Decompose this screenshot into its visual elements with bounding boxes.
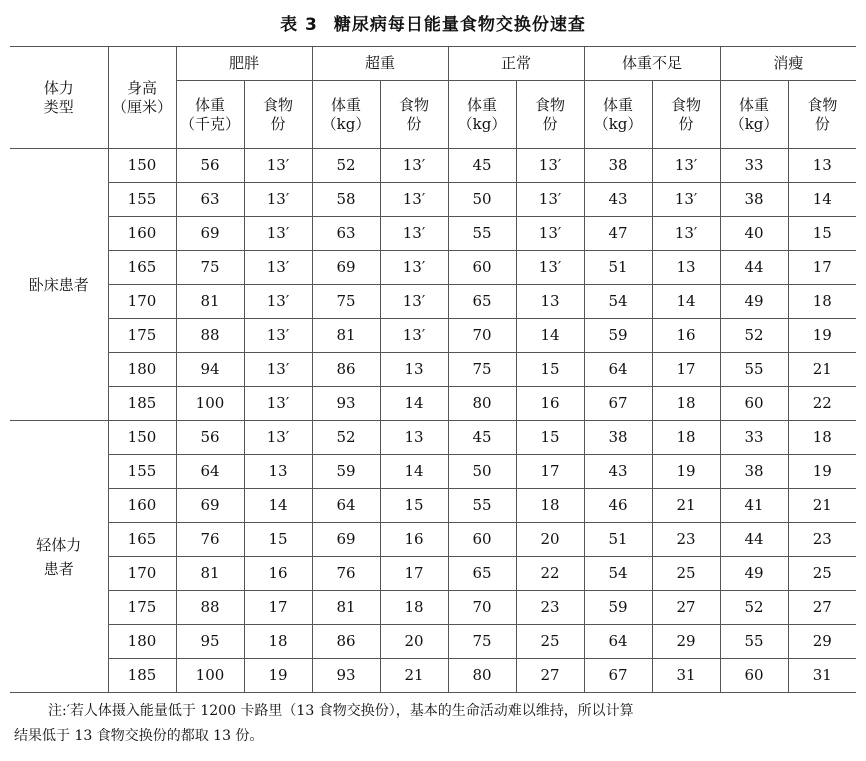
- servings-header: 食物 份: [380, 81, 448, 149]
- weight-cell: 43: [584, 455, 652, 489]
- servings-cell: 18: [652, 421, 720, 455]
- servings-cell: 22: [788, 387, 856, 421]
- table-row: [10, 285, 856, 319]
- servings-cell: 31: [788, 659, 856, 693]
- servings-cell: 15: [380, 489, 448, 523]
- weight-cell: 86: [312, 353, 380, 387]
- servings-cell: 17: [516, 455, 584, 489]
- weight-cell: 64: [312, 489, 380, 523]
- weight-cell: 81: [312, 319, 380, 353]
- table-row: [10, 625, 856, 659]
- servings-cell: 19: [788, 455, 856, 489]
- weight-cell: 50: [448, 455, 516, 489]
- servings-cell: 18: [788, 421, 856, 455]
- servings-header: 食物 份: [652, 81, 720, 149]
- weight-header: 体重 （kg）: [720, 81, 788, 149]
- servings-cell: 15: [788, 217, 856, 251]
- weight-cell: 75: [448, 625, 516, 659]
- weight-cell: 70: [448, 591, 516, 625]
- servings-cell: 13: [380, 421, 448, 455]
- weight-cell: 51: [584, 251, 652, 285]
- weight-cell: 75: [312, 285, 380, 319]
- weight-cell: 49: [720, 285, 788, 319]
- servings-cell: 13′: [244, 251, 312, 285]
- servings-cell: 20: [516, 523, 584, 557]
- servings-cell: 19: [788, 319, 856, 353]
- weight-cell: 100: [176, 387, 244, 421]
- weight-cell: 95: [176, 625, 244, 659]
- servings-cell: 13′: [380, 217, 448, 251]
- servings-cell: 21: [788, 353, 856, 387]
- weight-cell: 55: [448, 489, 516, 523]
- height-cell: 150: [108, 421, 176, 455]
- servings-cell: 14: [516, 319, 584, 353]
- weight-cell: 65: [448, 557, 516, 591]
- servings-cell: 13′: [244, 285, 312, 319]
- weight-cell: 76: [176, 523, 244, 557]
- weight-cell: 59: [584, 591, 652, 625]
- weight-cell: 80: [448, 387, 516, 421]
- table-row: [10, 387, 856, 421]
- servings-cell: 14: [380, 455, 448, 489]
- weight-cell: 38: [584, 421, 652, 455]
- servings-cell: 23: [788, 523, 856, 557]
- activity-type-cell: 轻体力 患者: [10, 421, 108, 693]
- servings-cell: 17: [788, 251, 856, 285]
- height-cell: 185: [108, 387, 176, 421]
- height-cell: 185: [108, 659, 176, 693]
- weight-header: 体重 （kg）: [448, 81, 516, 149]
- weight-cell: 67: [584, 387, 652, 421]
- weight-cell: 38: [584, 149, 652, 183]
- weight-cell: 80: [448, 659, 516, 693]
- servings-cell: 13: [244, 455, 312, 489]
- weight-cell: 58: [312, 183, 380, 217]
- servings-cell: 17: [380, 557, 448, 591]
- weight-cell: 45: [448, 149, 516, 183]
- table-row: [10, 353, 856, 387]
- servings-cell: 17: [652, 353, 720, 387]
- servings-cell: 13: [516, 285, 584, 319]
- weight-cell: 52: [720, 591, 788, 625]
- weight-cell: 55: [448, 217, 516, 251]
- servings-cell: 16: [244, 557, 312, 591]
- table-row: [10, 319, 856, 353]
- servings-cell: 29: [788, 625, 856, 659]
- servings-header: 食物 份: [788, 81, 856, 149]
- servings-cell: 13: [652, 251, 720, 285]
- servings-cell: 15: [516, 353, 584, 387]
- weight-cell: 75: [448, 353, 516, 387]
- table-title-text: 糖尿病每日能量食物交换份速查: [333, 15, 586, 35]
- servings-cell: 29: [652, 625, 720, 659]
- table-row: [10, 183, 856, 217]
- weight-cell: 49: [720, 557, 788, 591]
- servings-cell: 15: [244, 523, 312, 557]
- servings-cell: 17: [244, 591, 312, 625]
- table-row: [10, 659, 856, 693]
- table-row: [10, 455, 856, 489]
- weight-cell: 46: [584, 489, 652, 523]
- servings-cell: 13′: [652, 217, 720, 251]
- weight-cell: 47: [584, 217, 652, 251]
- servings-cell: 21: [788, 489, 856, 523]
- servings-cell: 21: [652, 489, 720, 523]
- weight-cell: 67: [584, 659, 652, 693]
- servings-cell: 19: [652, 455, 720, 489]
- weight-cell: 81: [176, 285, 244, 319]
- servings-cell: 25: [652, 557, 720, 591]
- servings-cell: 18: [380, 591, 448, 625]
- footnote-line-1: 注:′若人体摄入能量低于 1200 卡路里（13 食物交换份），基本的生命活动难以维持，所以计算: [48, 703, 634, 719]
- weight-cell: 55: [720, 353, 788, 387]
- height-cell: 155: [108, 183, 176, 217]
- servings-cell: 13′: [652, 149, 720, 183]
- servings-cell: 18: [652, 387, 720, 421]
- height-cell: 165: [108, 523, 176, 557]
- servings-cell: 21: [380, 659, 448, 693]
- servings-cell: 27: [652, 591, 720, 625]
- weight-header: 体重 （kg）: [584, 81, 652, 149]
- servings-cell: 20: [380, 625, 448, 659]
- table-row: [10, 421, 856, 455]
- table-row: [10, 523, 856, 557]
- header-row-1: [10, 47, 856, 81]
- weight-cell: 44: [720, 251, 788, 285]
- servings-cell: 16: [652, 319, 720, 353]
- weight-cell: 40: [720, 217, 788, 251]
- weight-cell: 60: [448, 251, 516, 285]
- weight-cell: 70: [448, 319, 516, 353]
- servings-cell: 13′: [380, 319, 448, 353]
- height-cell: 170: [108, 557, 176, 591]
- weight-cell: 59: [312, 455, 380, 489]
- group-header-emaciated: 消瘦: [720, 47, 856, 81]
- weight-cell: 59: [584, 319, 652, 353]
- weight-cell: 64: [176, 455, 244, 489]
- servings-cell: 13: [788, 149, 856, 183]
- weight-cell: 55: [720, 625, 788, 659]
- weight-cell: 81: [176, 557, 244, 591]
- table-row: [10, 251, 856, 285]
- height-cell: 155: [108, 455, 176, 489]
- table-row: [10, 217, 856, 251]
- servings-cell: 27: [788, 591, 856, 625]
- weight-cell: 33: [720, 421, 788, 455]
- weight-cell: 41: [720, 489, 788, 523]
- weight-cell: 52: [720, 319, 788, 353]
- weight-cell: 60: [720, 659, 788, 693]
- weight-cell: 38: [720, 455, 788, 489]
- weight-header: 体重 （kg）: [312, 81, 380, 149]
- servings-cell: 13: [380, 353, 448, 387]
- servings-cell: 13′: [244, 149, 312, 183]
- servings-cell: 13′: [516, 149, 584, 183]
- weight-cell: 60: [448, 523, 516, 557]
- exchange-table: [10, 46, 856, 693]
- servings-cell: 16: [516, 387, 584, 421]
- weight-cell: 60: [720, 387, 788, 421]
- weight-cell: 54: [584, 557, 652, 591]
- servings-cell: 14: [652, 285, 720, 319]
- servings-cell: 25: [788, 557, 856, 591]
- weight-cell: 100: [176, 659, 244, 693]
- weight-cell: 69: [312, 523, 380, 557]
- weight-cell: 44: [720, 523, 788, 557]
- weight-cell: 56: [176, 149, 244, 183]
- group-header-obese: 肥胖: [176, 47, 312, 81]
- servings-cell: 13′: [380, 285, 448, 319]
- servings-cell: 27: [516, 659, 584, 693]
- weight-cell: 93: [312, 387, 380, 421]
- weight-cell: 33: [720, 149, 788, 183]
- height-cell: 175: [108, 591, 176, 625]
- height-cell: 150: [108, 149, 176, 183]
- weight-cell: 43: [584, 183, 652, 217]
- table-row: [10, 557, 856, 591]
- servings-cell: 13′: [244, 217, 312, 251]
- servings-cell: 13′: [244, 387, 312, 421]
- height-header: 身高 （厘米）: [108, 47, 176, 149]
- table-body: [10, 149, 856, 693]
- servings-cell: 25: [516, 625, 584, 659]
- group-header-normal: 正常: [448, 47, 584, 81]
- servings-cell: 13′: [516, 251, 584, 285]
- servings-cell: 13′: [380, 183, 448, 217]
- servings-cell: 14: [244, 489, 312, 523]
- weight-cell: 52: [312, 149, 380, 183]
- weight-header: 体重 （千克）: [176, 81, 244, 149]
- height-cell: 160: [108, 217, 176, 251]
- table-title: [0, 10, 866, 35]
- weight-cell: 88: [176, 319, 244, 353]
- weight-cell: 93: [312, 659, 380, 693]
- group-header-underweight: 体重不足: [584, 47, 720, 81]
- servings-cell: 13′: [244, 319, 312, 353]
- weight-cell: 45: [448, 421, 516, 455]
- weight-cell: 64: [584, 625, 652, 659]
- weight-cell: 51: [584, 523, 652, 557]
- weight-cell: 63: [312, 217, 380, 251]
- weight-cell: 56: [176, 421, 244, 455]
- servings-cell: 13′: [244, 183, 312, 217]
- weight-cell: 88: [176, 591, 244, 625]
- servings-cell: 16: [380, 523, 448, 557]
- activity-type-cell: 卧床患者: [10, 149, 108, 421]
- table-number: 表 3: [280, 15, 318, 35]
- weight-cell: 75: [176, 251, 244, 285]
- servings-cell: 18: [516, 489, 584, 523]
- weight-cell: 63: [176, 183, 244, 217]
- servings-cell: 13′: [380, 251, 448, 285]
- height-cell: 165: [108, 251, 176, 285]
- height-cell: 180: [108, 625, 176, 659]
- servings-cell: 23: [516, 591, 584, 625]
- servings-cell: 13′: [244, 421, 312, 455]
- servings-cell: 15: [516, 421, 584, 455]
- servings-cell: 23: [652, 523, 720, 557]
- servings-header: 食物 份: [244, 81, 312, 149]
- weight-cell: 69: [312, 251, 380, 285]
- table-row: [10, 489, 856, 523]
- weight-cell: 86: [312, 625, 380, 659]
- footnote: [14, 699, 854, 748]
- servings-cell: 18: [244, 625, 312, 659]
- servings-header: 食物 份: [516, 81, 584, 149]
- weight-cell: 64: [584, 353, 652, 387]
- servings-cell: 14: [380, 387, 448, 421]
- height-cell: 175: [108, 319, 176, 353]
- servings-cell: 13′: [652, 183, 720, 217]
- activity-type-header: 体力 类型: [10, 47, 108, 149]
- height-cell: 180: [108, 353, 176, 387]
- table-row: [10, 149, 856, 183]
- weight-cell: 81: [312, 591, 380, 625]
- footnote-line-2: 结果低于 13 食物交换份的都取 13 份。: [14, 727, 264, 744]
- servings-cell: 22: [516, 557, 584, 591]
- weight-cell: 65: [448, 285, 516, 319]
- servings-cell: 13′: [516, 217, 584, 251]
- weight-cell: 38: [720, 183, 788, 217]
- servings-cell: 18: [788, 285, 856, 319]
- servings-cell: 14: [788, 183, 856, 217]
- weight-cell: 69: [176, 217, 244, 251]
- height-cell: 160: [108, 489, 176, 523]
- weight-cell: 94: [176, 353, 244, 387]
- servings-cell: 19: [244, 659, 312, 693]
- table-row: [10, 591, 856, 625]
- weight-cell: 76: [312, 557, 380, 591]
- servings-cell: 31: [652, 659, 720, 693]
- servings-cell: 13′: [244, 353, 312, 387]
- weight-cell: 69: [176, 489, 244, 523]
- group-header-overweight: 超重: [312, 47, 448, 81]
- weight-cell: 54: [584, 285, 652, 319]
- servings-cell: 13′: [516, 183, 584, 217]
- height-cell: 170: [108, 285, 176, 319]
- weight-cell: 50: [448, 183, 516, 217]
- servings-cell: 13′: [380, 149, 448, 183]
- weight-cell: 52: [312, 421, 380, 455]
